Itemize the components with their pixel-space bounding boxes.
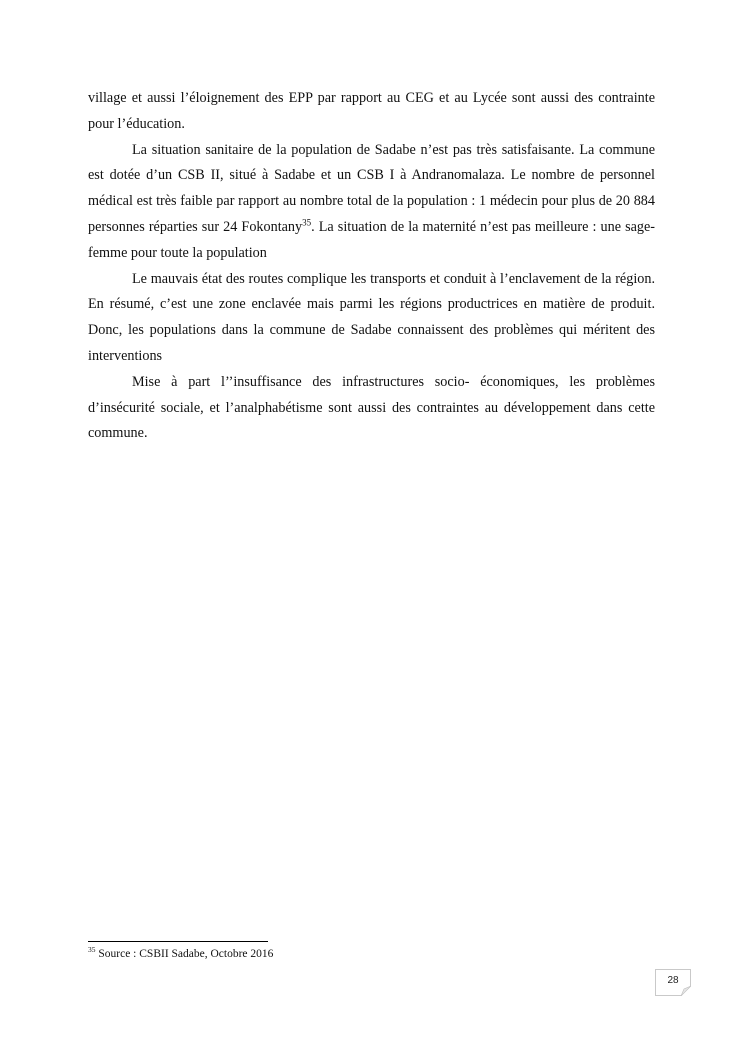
page-curl-icon bbox=[681, 986, 691, 996]
page-number: 28 bbox=[667, 975, 679, 986]
footnote bbox=[88, 946, 488, 962]
footnote-number: 35 bbox=[88, 945, 96, 955]
paragraph-health bbox=[88, 138, 655, 267]
paragraph-education: village et aussi l’éloignement des EPP par rapport au CEG et au Lycée sont aussi des contrainte pour l’éducation. bbox=[88, 90, 655, 132]
paragraph-health-text-continued: . La situation de la maternité n’est pas meilleure : une sage-femme pour toute la population bbox=[88, 218, 656, 261]
body-text bbox=[88, 86, 655, 447]
footnote-reference[interactable]: 35 bbox=[302, 217, 312, 228]
page-number-box bbox=[655, 969, 691, 996]
paragraph-roads: Le mauvais état des routes complique les transports et conduit à l’enclavement de la région. En résumé, c’est une zone enclavée mais parmi les régions productrices en matière de produit. Donc, les populations dans la commune de Sadabe connaissent des problèmes qui méritent des interventions bbox=[88, 270, 655, 364]
footnote-separator bbox=[88, 941, 268, 942]
paragraph-infrastructure: Mise à part l’’insuffisance des infrastructures socio- économiques, les problèmes d’insécurité sociale, et l’analphabétisme sont aussi des contraintes au développement dans cette commune. bbox=[88, 373, 655, 442]
footnote-text: Source : CSBII Sadabe, Octobre 2016 bbox=[95, 948, 274, 960]
paragraph-health-text: La situation sanitaire de la population de Sadabe n’est pas très satisfaisante. La commune est dotée d’un CSB II, situé à Sadabe et un CSB I à Andranomalaza. Le nombre de personnel médical est très faible par rapport au nombre total de la population : 1 médecin pour plus de 20 884 personnes réparties sur 24 Fokontany bbox=[88, 141, 655, 235]
